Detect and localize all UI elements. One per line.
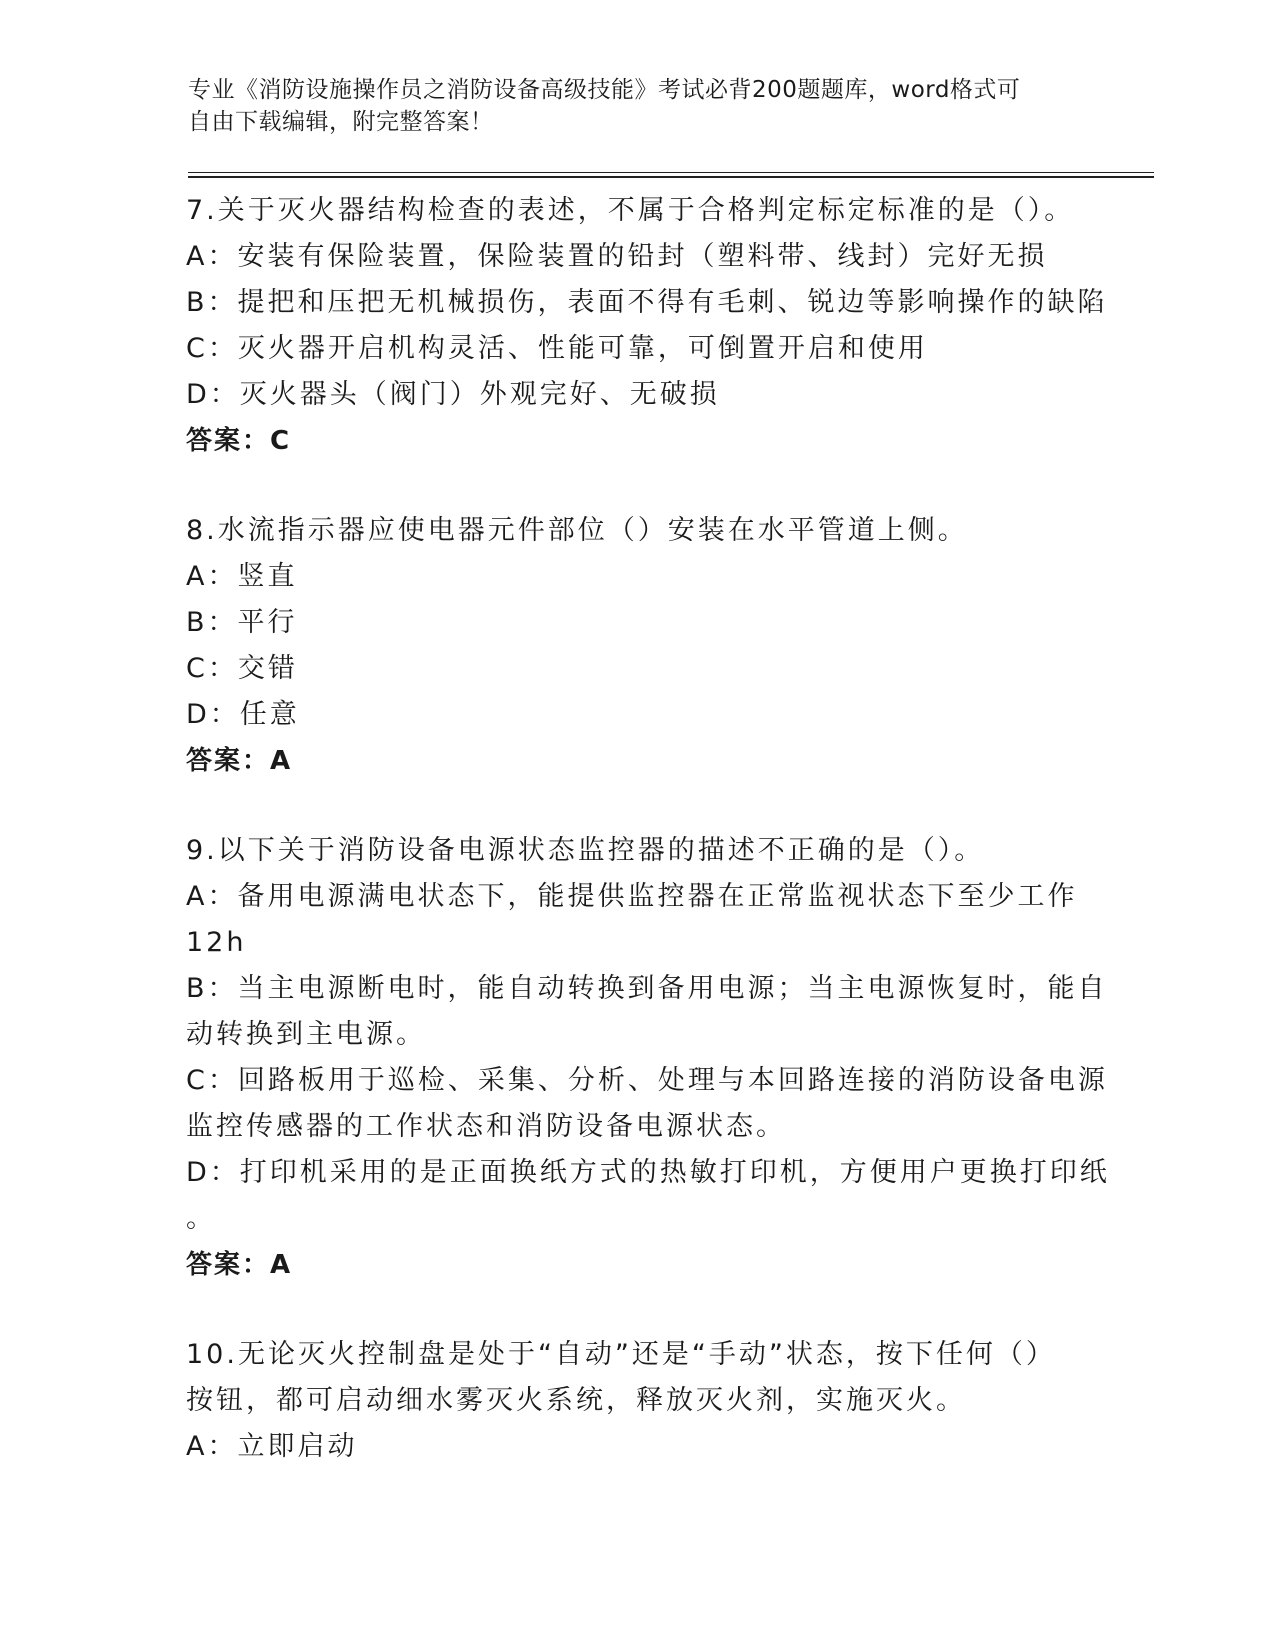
header-divider-thin [188,172,1154,173]
question-stem: 10.无论灭火控制盘是处于“自动”还是“手动”状态，按下任何（） [186,1339,1056,1370]
answer-label: 答案：A [186,1250,293,1280]
question-stem-continued: 按钮，都可启动细水雾灭火系统，释放灭火剂，实施灭火。 [186,1385,966,1416]
question-stem: 9.以下关于消防设备电源状态监控器的描述不正确的是（）。 [186,835,985,866]
option-a: A：安装有保险装置，保险装置的铅封（塑料带、线封）完好无损 [186,241,1048,272]
question-list [186,188,1110,1470]
question-8 [186,508,1086,784]
document-header [188,74,1068,138]
option-a-continued: 12h [186,927,247,958]
option-b-continued: 动转换到主电源。 [186,1019,426,1050]
answer-label: 答案：A [186,746,293,776]
question-7 [186,188,1108,464]
option-d-continued: 。 [186,1203,216,1234]
option-c: C：交错 [186,653,298,684]
question-10 [186,1332,1086,1470]
option-d: D：打印机采用的是正面换纸方式的热敏打印机，方便用户更换打印纸 [186,1157,1110,1188]
option-a: A：备用电源满电状态下，能提供监控器在正常监视状态下至少工作 [186,881,1078,912]
option-a: A：竖直 [186,561,298,592]
option-b: B：提把和压把无机械损伤，表面不得有毛刺、锐边等影响操作的缺陷 [186,287,1108,318]
question-9 [186,828,1110,1288]
option-b: B：平行 [186,607,298,638]
option-b: B：当主电源断电时，能自动转换到备用电源；当主电源恢复时，能自 [186,973,1108,1004]
option-c: C：回路板用于巡检、采集、分析、处理与本回路连接的消防设备电源 [186,1065,1108,1096]
option-a: A：立即启动 [186,1431,358,1462]
header-divider-thick [188,176,1154,178]
header-line-2: 自由下载编辑，附完整答案！ [188,109,494,135]
header-line-1: 专业《消防设施操作员之消防设备高级技能》考试必背200题题库，word格式可 [188,77,1021,103]
question-stem: 8.水流指示器应使电器元件部位（）安装在水平管道上侧。 [186,515,968,546]
question-stem: 7.关于灭火器结构检查的表述，不属于合格判定标定标准的是（）。 [186,195,1075,226]
answer-label: 答案：C [186,426,292,456]
option-d: D：灭火器头（阀门）外观完好、无破损 [186,379,720,410]
option-d: D：任意 [186,699,300,730]
option-c-continued: 监控传感器的工作状态和消防设备电源状态。 [186,1111,786,1142]
option-c: C：灭火器开启机构灵活、性能可靠，可倒置开启和使用 [186,333,928,364]
